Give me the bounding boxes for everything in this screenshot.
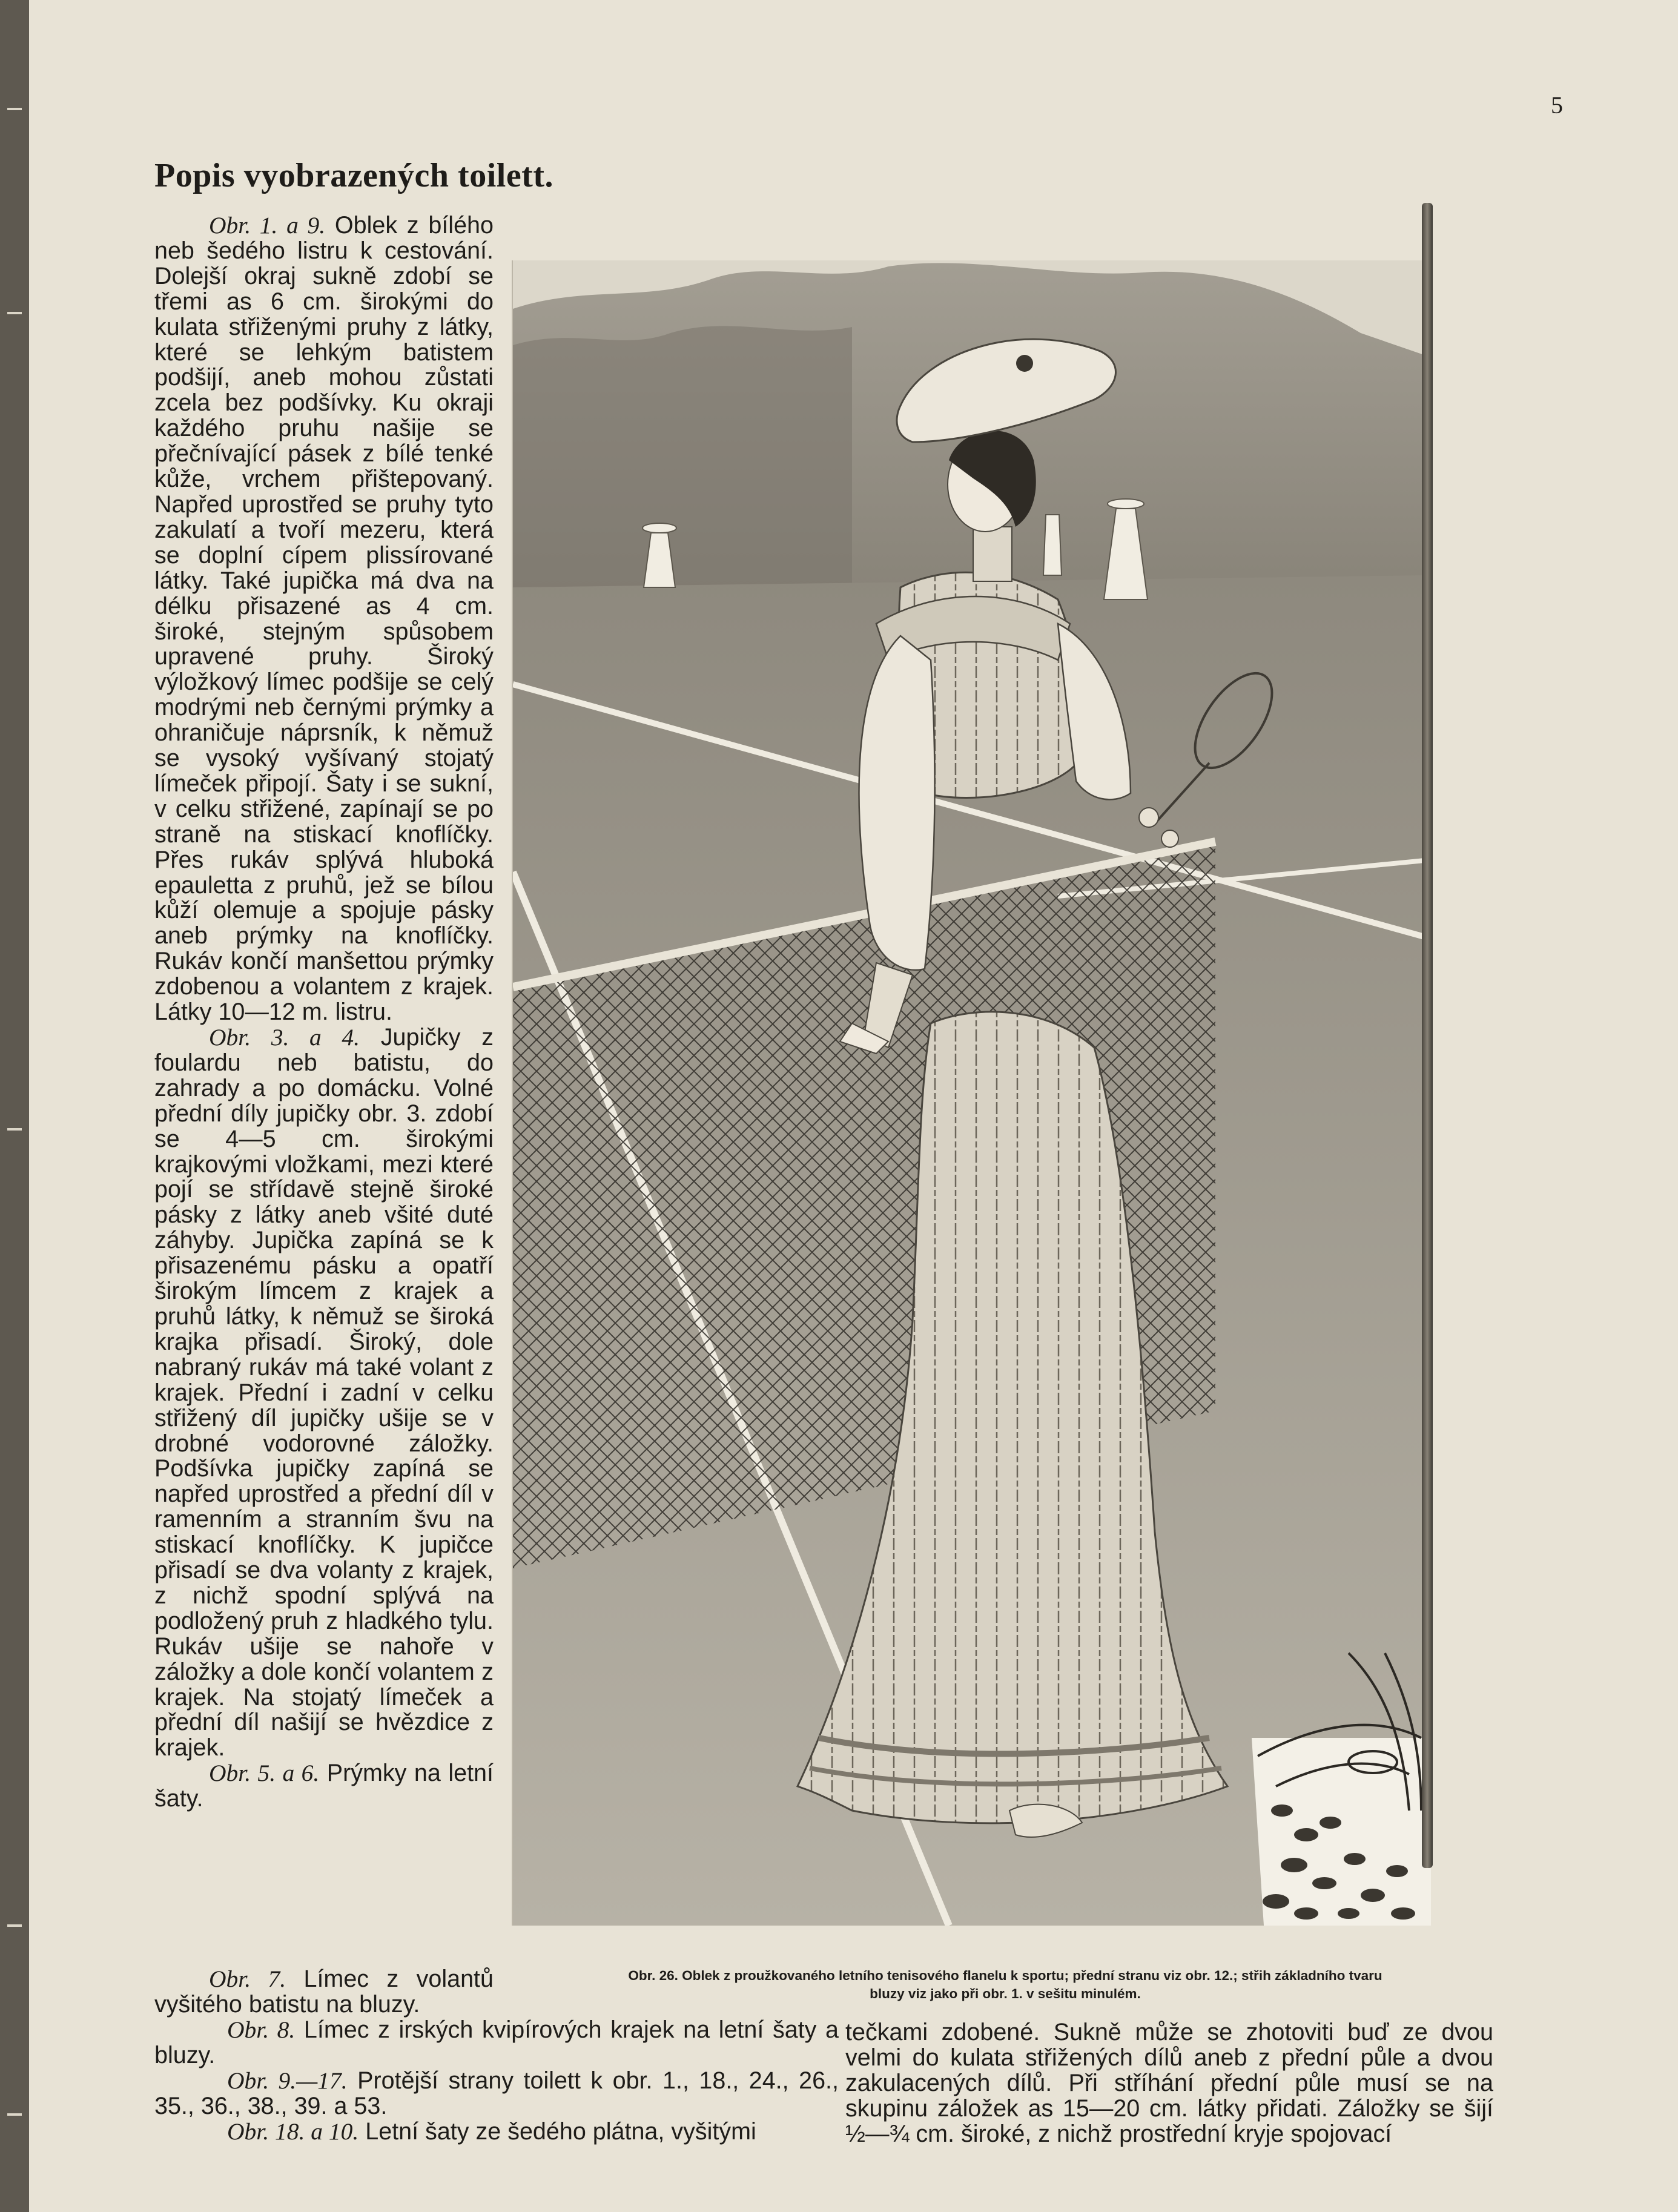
- figure-reference: Obr. 18. a 10.: [227, 2118, 359, 2145]
- net-post: [1422, 203, 1433, 1868]
- paragraph-text: tečkami zdobené. Sukně může se zhotoviti buď ze dvou velmi do kulata střižených dílů aneb z přední půle a dvou zakulacených dílů. Při stříhání přední půle musí se na skupinu záložek as 15—20 cm. látky přidati. Záložky se šijí ½—¾ cm. široké, z nichž prostřední kryje spojovací: [845, 2019, 1493, 2147]
- figure-reference: Obr. 9.—17.: [227, 2067, 348, 2094]
- paragraph-obr-8: [154, 2018, 839, 2068]
- paragraph-text: Prýmky na letní šaty.: [154, 1760, 494, 1812]
- caption-line: bluzy viz jako při obr. 1. v sešitu minulém.: [870, 1986, 1141, 2001]
- paragraph-text: Protější strany toilett k obr. 1., 18., 24., 26., 35., 36., 38., 39. a 53.: [154, 2067, 839, 2119]
- paragraph-text: Límec z irských kvipírových krajek na letní šaty a bluzy.: [154, 2016, 839, 2068]
- bottom-left-text: [154, 1967, 494, 2018]
- paragraph-obr-1-9: [154, 213, 494, 1025]
- left-text-column: [154, 213, 494, 1812]
- gutter-mark: [7, 108, 22, 110]
- paragraph-text: Letní šaty ze šedého plátna, vyšitými: [365, 2118, 756, 2145]
- paragraph-obr-7: [154, 1967, 494, 2018]
- paragraph-obr-18-10: [154, 2119, 839, 2145]
- figure-reference: Obr. 1. a 9.: [209, 212, 326, 239]
- gutter-mark: [7, 2113, 22, 2116]
- figure-caption: [515, 1967, 1496, 2003]
- page-number: 5: [1551, 91, 1563, 119]
- binding-gutter: [0, 0, 29, 2212]
- bottom-wide-text: [154, 2018, 839, 2145]
- figure-reference: Obr. 8.: [227, 2016, 296, 2043]
- paragraph-obr-5-6: [154, 1761, 494, 1812]
- caption-line: Obr. 26. Oblek z proužkovaného letního tenisového flanelu k sportu; přední stranu viz obr. 12.; střih základního tvaru: [628, 1968, 1382, 1983]
- paragraph-text: Límec z volantů vyšitého batistu na bluzy.: [154, 1966, 494, 2018]
- paragraph-text: Jupičky z foulardu neb batistu, do zahrady a po domácku. Volné přední díly jupičky obr. 3. zdobí se 4—5 cm. širokými krajkovými vložkami, mezi které pojí se střídavě stejně široké pásky z látky aneb všité duté záhyby. Jupička zapíná se k přisazenému pásku a opatří širokým límcem z krajek a pruhů látky, k němuž se široká krajka přisadí. Široký, dole nabraný rukáv má také volant z krajek. Přední i zadní v celku střižený díl jupičky ušije se v drobné vodorovné záložky. Podšívka jupičky zapíná se napřed uprostřed a přední díl v ramenním a stranním švu na stiskací knoflíčky. K jupičce přisadí se dva volanty z krajek, z nichž spodní splývá na podložený pruh z hladkého tylu. Rukáv ušije se nahoře v záložky a dole končí volantem z krajek. Na stojatý límeček a přední díl našijí se hvězdice z krajek.: [154, 1024, 494, 1761]
- gutter-mark: [7, 1924, 22, 1927]
- paragraph-text: Oblek z bílého neb šedého listru k cestování. Dolejší okraj sukně zdobí se třemi as 6 cm. širokými do kulata střiženými pruhy z látky, které se lehkým batistem podšijí, aneb mohou zůstati zcela bez podšívky. Ku okraji každého pruhu našije se přečnívající pásek z bílé tenké kůže, vrchem přištepovaný. Napřed uprostřed se pruhy tyto zakulatí a tvoří mezeru, která se doplní cípem plissírované látky. Také jupička má dva na délku přisazené as 4 cm. široké, stejným spůsobem upravené pruhy. Široký výložkový límec podšije se celý modrými neb černými prýmky a ohraničuje náprsník, k němuž se vysoký vyšívaný stojatý límeček připojí. Šaty i se sukní, v celku střižené, zapínají se po straně na stiskací knoflíčky. Přes rukáv splývá hluboká epauletta z pruhů, jež se bílou kůží olemuje a spojuje pásky aneb prýmky na knoflíčky. Rukáv končí manšettou prýmky zdobenou a volantem z krajek. Látky 10—12 m. listru.: [154, 212, 494, 1026]
- figure-reference: Obr. 5. a 6.: [209, 1760, 320, 1787]
- page-title: Popis vyobrazených toilett.: [154, 157, 553, 194]
- paragraph-obr-9-17: [154, 2068, 839, 2119]
- bottom-right-text: [845, 2020, 1493, 2147]
- gutter-mark: [7, 1128, 22, 1131]
- figure-reference: Obr. 7.: [209, 1966, 286, 1992]
- gutter-mark: [7, 312, 22, 314]
- tennis-dress-illustration: [513, 260, 1431, 1926]
- fashion-illustration: [512, 260, 1431, 1926]
- paragraph-obr-3-4: [154, 1025, 494, 1761]
- figure-reference: Obr. 3. a 4.: [209, 1024, 360, 1051]
